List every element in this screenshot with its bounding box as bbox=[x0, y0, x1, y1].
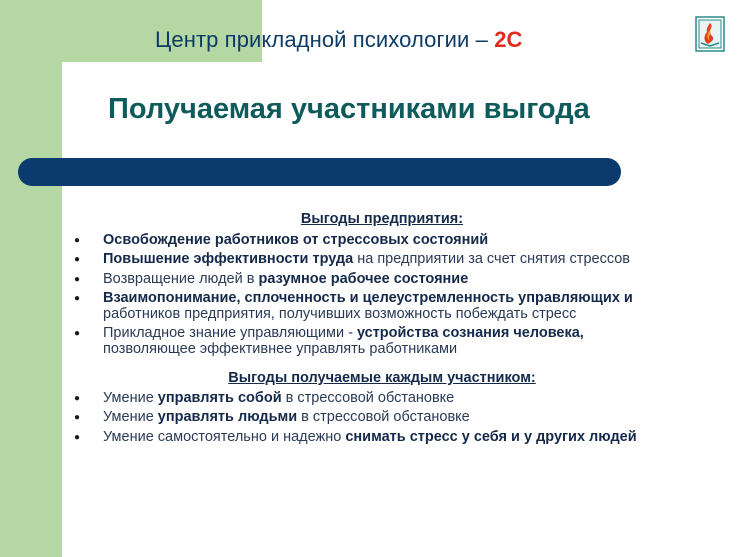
plain-text: в стрессовой обстановке bbox=[281, 389, 455, 406]
plain-text: Возвращение людей в bbox=[103, 270, 259, 287]
bold-text: Повышение эффективности труда bbox=[103, 251, 354, 267]
bold-text: Взаимопонимание, сплоченность и целеустремленность управляющих и bbox=[103, 290, 633, 306]
list-item bbox=[72, 272, 672, 288]
content-area bbox=[72, 212, 672, 449]
list-item bbox=[72, 291, 672, 322]
list-item bbox=[72, 233, 672, 249]
list-item bbox=[72, 252, 672, 268]
green-side-strip bbox=[0, 0, 62, 557]
bold-text: управлять людьми bbox=[157, 409, 298, 425]
plain-text: работников предприятия, получивших возможность побеждать стресс bbox=[103, 305, 577, 322]
plain-text: Умение самостоятельно и надежно bbox=[103, 428, 346, 445]
header-title bbox=[155, 27, 523, 53]
bold-text: управлять собой bbox=[157, 389, 282, 406]
plain-text: Прикладное знание управляющими - bbox=[103, 325, 357, 341]
header-accent: 2С bbox=[494, 27, 523, 52]
slide-title: Получаемая участниками выгода bbox=[108, 93, 590, 125]
bold-text: снимать стресс у себя и у других людей bbox=[345, 428, 637, 445]
bold-text: разумное рабочее состояние bbox=[258, 270, 469, 287]
list-item bbox=[72, 326, 672, 357]
list-item bbox=[72, 430, 672, 446]
plain-text: в стрессовой обстановке bbox=[297, 409, 470, 425]
section-title-participant: Выгоды получаемые каждым участником: bbox=[228, 370, 536, 386]
plain-text: Умение bbox=[103, 409, 158, 425]
plain-text: позволяющее эффективнее управлять работниками bbox=[103, 340, 458, 357]
bold-text: Освобождение работников от стрессовых состояний bbox=[103, 231, 489, 248]
participant-benefits-list bbox=[72, 391, 672, 446]
enterprise-benefits-list bbox=[72, 233, 672, 358]
bold-text: устройства сознания человека, bbox=[356, 325, 584, 341]
flame-book-logo-icon bbox=[695, 16, 725, 52]
list-item bbox=[72, 410, 672, 426]
plain-text: Умение bbox=[103, 389, 158, 406]
navy-divider-bar bbox=[18, 158, 621, 186]
section-title-enterprise: Выгоды предприятия: bbox=[300, 211, 464, 227]
list-item bbox=[72, 391, 672, 407]
header-text: Центр прикладной психологии – bbox=[155, 27, 495, 52]
plain-text: на предприятии за счет снятия стрессов bbox=[353, 251, 631, 267]
